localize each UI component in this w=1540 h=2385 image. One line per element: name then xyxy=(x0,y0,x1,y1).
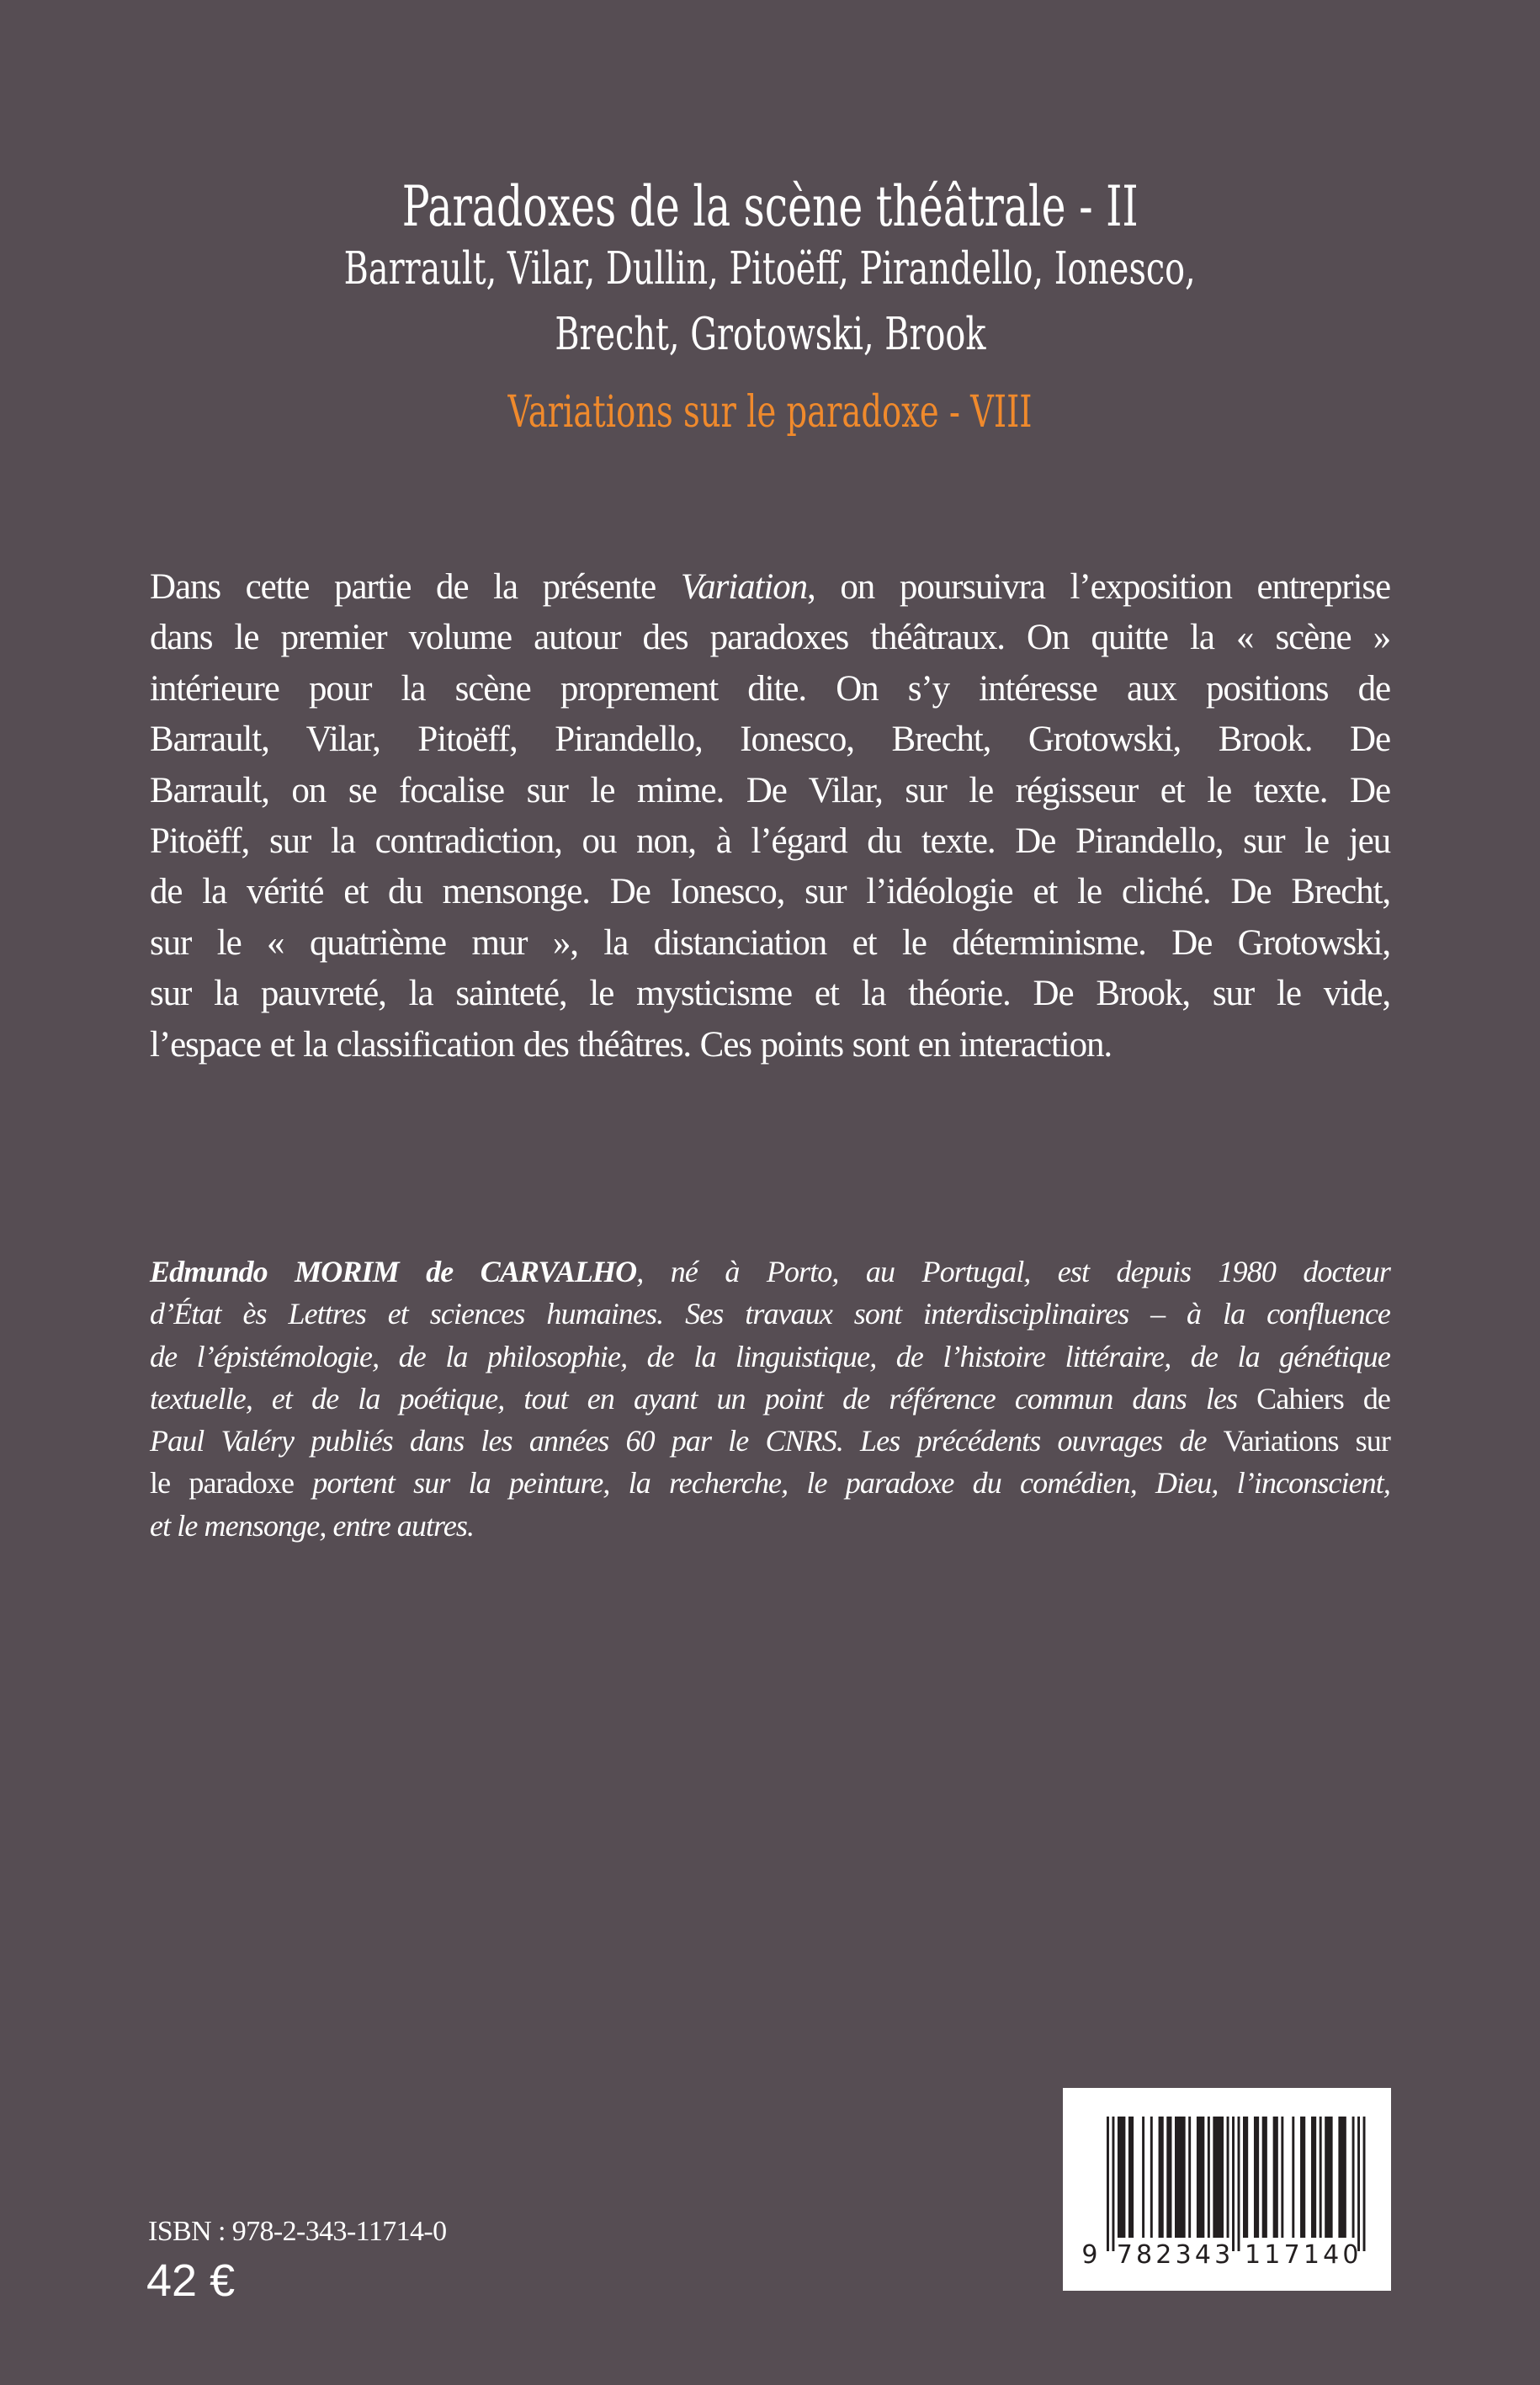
barcode-first-digit: 9 xyxy=(1081,2240,1102,2270)
text-run: sur le « quatrième mur », la distanciation et le déterminisme. De Grotowski, xyxy=(150,922,1390,963)
text-line xyxy=(150,918,1390,969)
text-line xyxy=(150,766,1390,816)
text-run: Barrault, on se focalise sur le mime. De Vilar, sur le régisseur et le texte. De xyxy=(150,770,1390,810)
text-run: l’espace et la classification des théâtres. Ces points sont en interaction. xyxy=(150,1024,1113,1065)
text-run: de la vérité et du mensonge. De Ionesco, sur l’idéologie et le cliché. De Brecht, xyxy=(150,872,1390,912)
barcode-icon xyxy=(1063,2088,1391,2291)
text-line xyxy=(150,816,1390,867)
author-bio-paragraph xyxy=(150,1251,1390,1547)
isbn-barcode xyxy=(1063,2088,1391,2291)
text-run: sur la pauvreté, la sainteté, le mysticisme et la théorie. De Brook, sur le vide, xyxy=(150,974,1390,1014)
text-run: intérieure pour la scène proprement dite. On s’y intéresse aux positions de xyxy=(150,668,1390,709)
text-line xyxy=(150,969,1390,1019)
series-title-text: Variations sur le paradoxe - VIII xyxy=(507,387,1033,438)
subtitle-authors-text-2: Brecht, Grotowski, Brook xyxy=(554,309,986,360)
series-title xyxy=(0,385,1540,439)
text-line xyxy=(150,714,1390,765)
text-line xyxy=(150,664,1390,714)
italic-text: Variation xyxy=(680,567,808,607)
text-line xyxy=(150,867,1390,917)
subtitle-authors-text-1: Barrault, Vilar, Dullin, Pitoëff, Pirandello, Ionesco, xyxy=(343,243,1197,295)
text-run: dans le premier volume autour des paradoxes théâtraux. On quitte la « scène » xyxy=(150,618,1390,658)
text-line xyxy=(150,562,1390,613)
barcode-right-digits: 117140 xyxy=(1245,2240,1362,2270)
text-run: d’État ès Lettres et sciences humaines. Ses travaux sont interdisciplinaires – à la confluence xyxy=(150,1297,1390,1331)
text-run: de l’épistémologie, de la philosophie, de la linguistique, de l’histoire littéraire, de la génétique xyxy=(150,1339,1390,1373)
text-run: textuelle, et de la poétique, tout en ayant un point de référence commun dans les xyxy=(150,1381,1257,1416)
text-run: portent sur la peinture, la recherche, le paradoxe du comédien, Dieu, l’inconscient, xyxy=(294,1466,1390,1501)
text-run: , né à Porto, au Portugal, est depuis 1980 docteur xyxy=(636,1255,1390,1288)
barcode-left-digits: 782343 xyxy=(1116,2240,1235,2270)
text-run: Dans cette partie de la présente xyxy=(150,567,681,607)
text-line xyxy=(150,1505,1390,1547)
text-line xyxy=(150,1293,1390,1335)
text-line xyxy=(150,613,1390,663)
text-line xyxy=(150,1420,1390,1462)
text-run: Variations sur xyxy=(1223,1424,1390,1458)
text-line xyxy=(150,1251,1390,1293)
text-run: et le mensonge, entre autres. xyxy=(150,1508,475,1543)
text-run: Paul Valéry publiés dans les années 60 par le CNRS. Les précédents ouvrages de xyxy=(150,1424,1224,1458)
text-run: Pitoëff, sur la contradiction, ou non, à l’égard du texte. De Pirandello, sur le jeu xyxy=(150,821,1390,862)
text-run: Barrault, Vilar, Pitoëff, Pirandello, Ionesco, Brecht, Grotowski, Brook. De xyxy=(150,720,1390,760)
text-line xyxy=(150,1336,1390,1378)
subtitle-authors-line-1 xyxy=(0,242,1540,296)
summary-paragraph xyxy=(150,562,1390,1070)
isbn-label: ISBN : 978-2-343-11714-0 xyxy=(148,2216,447,2247)
author-name: Edmundo MORIM de CARVALHO xyxy=(150,1255,637,1288)
price-label: 42 € xyxy=(146,2255,236,2306)
text-line xyxy=(150,1462,1390,1504)
text-line xyxy=(150,1378,1390,1420)
book-title xyxy=(0,173,1540,241)
text-run: , on poursuivra l’exposition entreprise xyxy=(807,567,1390,607)
text-run: le paradoxe xyxy=(150,1466,295,1501)
book-title-text: Paradoxes de la scène théâtrale - II xyxy=(401,174,1139,239)
subtitle-authors-line-2 xyxy=(0,308,1540,362)
text-run: Cahiers de xyxy=(1256,1381,1390,1416)
text-line xyxy=(150,1020,1390,1070)
